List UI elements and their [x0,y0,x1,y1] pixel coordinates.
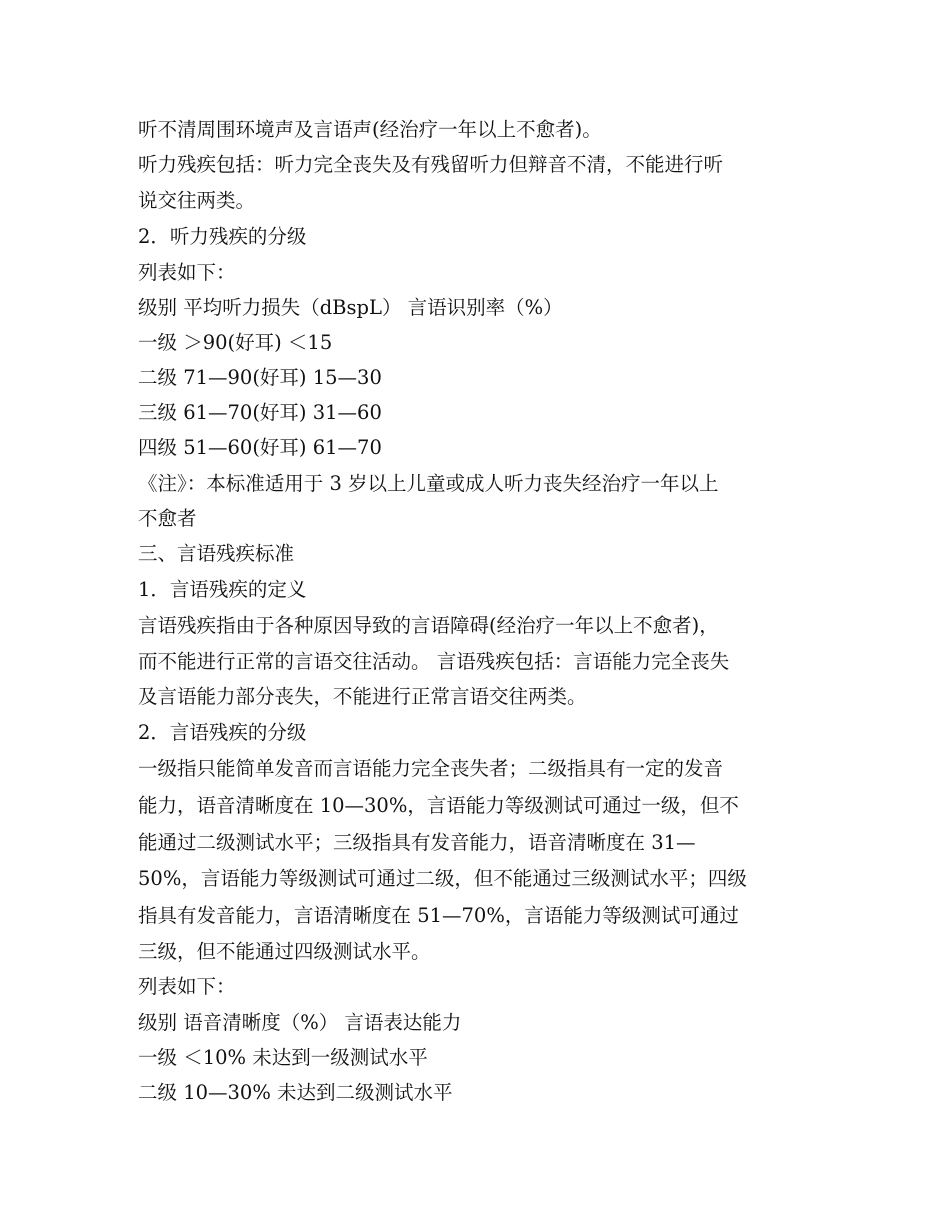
text-line: 能通过二级测试水平；三级指具有发音能力，语音清晰度在 31— [138,831,696,854]
table-row: 一级 ＞90(好耳) ＜15 [138,331,333,354]
text-line: 列表如下： [138,975,236,998]
text-line: 听不清周围环境声及言语声(经治疗一年以上不愈者)。 [138,118,602,141]
note-line: 不愈者 [138,507,197,530]
text-line: 50%，言语能力等级测试可通过二级，但不能通过三级测试水平；四级 [138,867,747,890]
table-header: 级别 平均听力损失（dBspL） 言语识别率（%） [138,296,563,319]
subsection-heading: 2．言语残疾的分级 [138,721,307,744]
table-row: 二级 71—90(好耳) 15—30 [138,366,382,389]
table-row: 二级 10—30% 未达到二级测试水平 [138,1081,453,1104]
text-line: 及言语能力部分丧失，不能进行正常言语交往两类。 [138,685,587,708]
subsection-heading: 1．言语残疾的定义 [138,578,307,601]
table-row: 三级 61—70(好耳) 31—60 [138,401,382,424]
table-header: 级别 语音清晰度（%） 言语表达能力 [138,1011,462,1034]
text-line: 听力残疾包括：听力完全丧失及有残留听力但辩音不清，不能进行听 [138,153,724,176]
text-line: 一级指只能简单发音而言语能力完全丧失者；二级指具有一定的发音 [138,757,724,780]
section-heading: 三、言语残疾标准 [138,542,295,565]
table-row: 一级 ＜10% 未达到一级测试水平 [138,1046,428,1069]
section-heading: 2．听力残疾的分级 [138,225,307,248]
text-line: 列表如下： [138,261,236,284]
text-line: 说交往两类。 [138,189,256,212]
text-line: 指具有发音能力，言语清晰度在 51—70%，言语能力等级测试可通过 [138,904,739,927]
text-line: 三级，但不能通过四级测试水平。 [138,940,431,963]
note-line: 《注》：本标准适用于 3 岁以上儿童或成人听力丧失经治疗一年以上 [138,472,719,495]
table-row: 四级 51—60(好耳) 61—70 [138,436,382,459]
text-line: 而不能进行正常的言语交往活动。 言语残疾包括：言语能力完全丧失 [138,650,730,673]
text-line: 能力，语音清晰度在 10—30%，言语能力等级测试可通过一级，但不 [138,794,739,817]
text-line: 言语残疾指由于各种原因导致的言语障碍(经治疗一年以上不愈者)， [138,614,719,637]
